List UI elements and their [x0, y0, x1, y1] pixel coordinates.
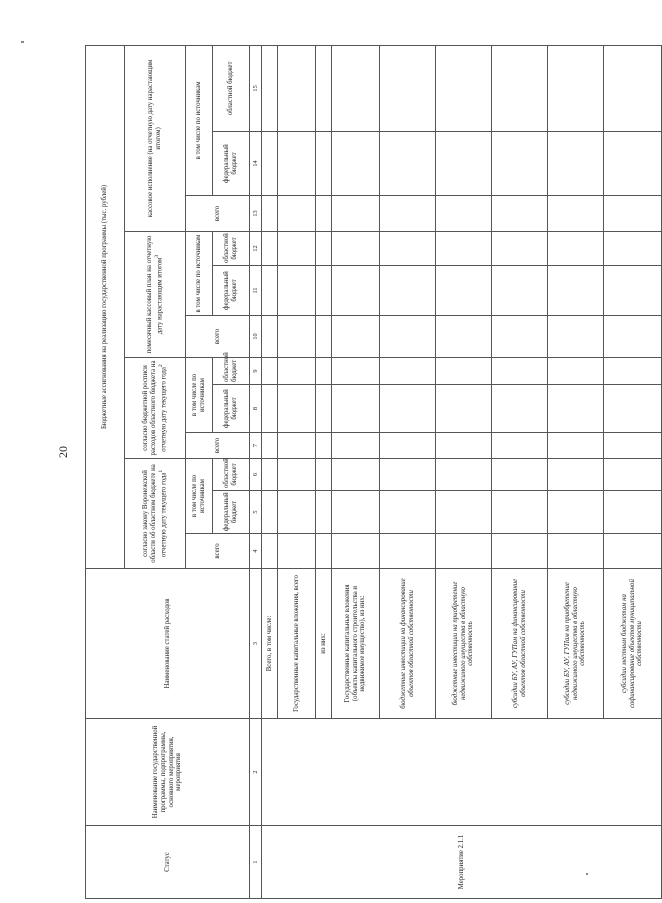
value-cell: [278, 132, 316, 196]
table-row: [262, 45, 278, 898]
header-program-name: Наименование государственной программы, подпрограммы, основного мероприятия, мероприятия: [86, 719, 250, 826]
value-cell: [436, 232, 492, 266]
header-federal: федеральный бюджет: [213, 385, 250, 433]
program-name-cell: [262, 719, 662, 826]
column-number: 13: [250, 196, 262, 232]
value-cell: [380, 232, 436, 266]
status-cell: Мероприятие 2.1.1: [262, 826, 662, 899]
value-cell: [604, 232, 662, 266]
expense-item-label: бюджетные инвестиции на приобретение недвижимого имущества в областную собственность: [436, 569, 492, 719]
value-cell: [604, 433, 662, 459]
value-cell: [380, 459, 436, 491]
value-cell: [278, 358, 316, 385]
value-cell: [436, 196, 492, 232]
value-cell: [278, 534, 316, 569]
value-cell: [262, 45, 278, 131]
value-cell: [278, 232, 316, 266]
group-label: помесячный кассовый план на отчетную дату нарастающим итогом: [146, 235, 164, 354]
value-cell: [604, 385, 662, 433]
column-number: 5: [250, 491, 262, 534]
value-cell: [492, 196, 548, 232]
value-cell: [332, 433, 380, 459]
header-federal: федеральный бюджет: [213, 132, 250, 196]
value-cell: [262, 491, 278, 534]
value-cell: [332, 45, 380, 131]
value-cell: [316, 534, 332, 569]
value-cell: [380, 196, 436, 232]
value-cell: [316, 385, 332, 433]
column-number: 12: [250, 232, 262, 266]
header-total: всего: [186, 534, 250, 569]
value-cell: [380, 534, 436, 569]
value-cell: [332, 266, 380, 316]
value-cell: [316, 459, 332, 491]
header-sources: в том числе по источникам: [186, 232, 213, 316]
value-cell: [436, 266, 492, 316]
value-cell: [332, 232, 380, 266]
value-cell: [604, 132, 662, 196]
value-cell: [278, 385, 316, 433]
rotated-table-frame: [85, 46, 645, 899]
value-cell: [262, 534, 278, 569]
value-cell: [316, 358, 332, 385]
header-sources: в том числе по источникам: [186, 358, 213, 433]
value-cell: [316, 316, 332, 358]
value-cell: [548, 433, 604, 459]
value-cell: [604, 491, 662, 534]
column-number: 10: [250, 316, 262, 358]
budget-table: [85, 45, 662, 899]
value-cell: [316, 232, 332, 266]
header-budget-title: Бюджетные ассигнования на реализацию государственной программы (тыс. рублей): [86, 45, 125, 568]
value-cell: [436, 491, 492, 534]
value-cell: [278, 316, 316, 358]
value-cell: [262, 232, 278, 266]
column-number: 14: [250, 132, 262, 196]
column-number: 4: [250, 534, 262, 569]
value-cell: [278, 45, 316, 131]
value-cell: [436, 132, 492, 196]
header-regional: областной бюджет: [213, 358, 250, 385]
header-sources: в том числе по источникам: [186, 459, 213, 534]
expense-item-label: субсидии местным бюджетам на софинансирование объектов муниципальной собственности: [604, 569, 662, 719]
column-number: 9: [250, 358, 262, 385]
value-cell: [548, 196, 604, 232]
header-group-schedule: [125, 358, 186, 459]
expense-item-label: Государственные капитальные вложения (объекты капитального строительства и недвижимое имущество), из них:: [332, 569, 380, 719]
value-cell: [380, 45, 436, 131]
footnote-mark: 1: [157, 469, 164, 473]
column-number: 11: [250, 266, 262, 316]
header-group-cash-plan: [125, 232, 186, 358]
value-cell: [316, 266, 332, 316]
scan-speck: [21, 41, 24, 43]
header-expense-item: Наименование статей расходов: [86, 569, 250, 719]
value-cell: [436, 534, 492, 569]
value-cell: [380, 358, 436, 385]
value-cell: [278, 459, 316, 491]
value-cell: [332, 316, 380, 358]
header-regional: областной бюджет: [213, 459, 250, 491]
value-cell: [604, 534, 662, 569]
value-cell: [332, 534, 380, 569]
expense-item-label: Государственные капитальные вложения, всего: [278, 569, 316, 719]
header-group-execution: [125, 45, 186, 231]
value-cell: [548, 266, 604, 316]
value-cell: [436, 45, 492, 131]
column-number: 7: [250, 433, 262, 459]
value-cell: [436, 385, 492, 433]
page-number: 20: [56, 446, 70, 458]
value-cell: [492, 433, 548, 459]
group-label: кассовое исполнение (на отчетную дату нарастающим итогом): [147, 59, 162, 218]
value-cell: [316, 196, 332, 232]
value-cell: [548, 534, 604, 569]
value-cell: [548, 45, 604, 131]
value-cell: [436, 433, 492, 459]
value-cell: [316, 132, 332, 196]
header-total: всего: [186, 316, 250, 358]
column-number: 8: [250, 385, 262, 433]
value-cell: [492, 266, 548, 316]
value-cell: [492, 491, 548, 534]
header-sources: в том числе по источникам: [186, 45, 213, 195]
value-cell: [548, 491, 604, 534]
value-cell: [380, 491, 436, 534]
value-cell: [262, 196, 278, 232]
value-cell: [492, 459, 548, 491]
value-cell: [492, 45, 548, 131]
value-cell: [548, 459, 604, 491]
column-number-row: [250, 45, 262, 898]
value-cell: [492, 534, 548, 569]
value-cell: [548, 132, 604, 196]
header-federal: федеральный бюджет: [213, 266, 250, 316]
value-cell: [604, 459, 662, 491]
value-cell: [492, 358, 548, 385]
value-cell: [436, 358, 492, 385]
value-cell: [436, 459, 492, 491]
value-cell: [262, 132, 278, 196]
value-cell: [278, 196, 316, 232]
value-cell: [262, 459, 278, 491]
column-number: 3: [250, 569, 262, 719]
expense-item-label: из них:: [316, 569, 332, 719]
value-cell: [316, 45, 332, 131]
column-number: 15: [250, 45, 262, 131]
header-federal: федеральный бюджет: [213, 491, 250, 534]
value-cell: [492, 385, 548, 433]
value-cell: [548, 232, 604, 266]
expense-item-label: бюджетные инвестиции на финансирование объектов областной собственности: [380, 569, 436, 719]
column-number: 1: [250, 826, 262, 899]
header-regional: областной бюджет: [213, 45, 250, 131]
column-number: 6: [250, 459, 262, 491]
header-total: всего: [186, 196, 250, 232]
header-total: всего: [186, 433, 250, 459]
rotated-table-content: [85, 46, 645, 899]
value-cell: [316, 491, 332, 534]
value-cell: [604, 45, 662, 131]
value-cell: [316, 433, 332, 459]
group-label: согласно бюджетной росписи расходов областного бюджета на отчетную дату текущего года: [142, 360, 168, 456]
value-cell: [278, 266, 316, 316]
header-status: Статус: [86, 826, 250, 899]
value-cell: [548, 358, 604, 385]
value-cell: [262, 316, 278, 358]
value-cell: [380, 385, 436, 433]
value-cell: [604, 266, 662, 316]
value-cell: [492, 316, 548, 358]
value-cell: [278, 433, 316, 459]
header-regional: областной бюджет: [213, 232, 250, 266]
value-cell: [380, 316, 436, 358]
value-cell: [332, 358, 380, 385]
group-label: согласно закону Воронежской области об областном бюджете на отчетную дату текущего года: [142, 464, 168, 563]
value-cell: [332, 491, 380, 534]
column-number: 2: [250, 719, 262, 826]
expense-item-label: Всего, в том числе:: [262, 569, 278, 719]
header-group-law: [125, 459, 186, 569]
value-cell: [262, 385, 278, 433]
value-cell: [380, 266, 436, 316]
footnote-mark: 3: [153, 254, 160, 258]
value-cell: [548, 316, 604, 358]
expense-item-label: субсидии БУ, АУ, ГУПам на приобретение недвижимого имущества в областную собственность: [548, 569, 604, 719]
value-cell: [262, 433, 278, 459]
footnote-mark: 2: [157, 364, 164, 368]
value-cell: [262, 358, 278, 385]
value-cell: [492, 232, 548, 266]
value-cell: [380, 132, 436, 196]
value-cell: [380, 433, 436, 459]
value-cell: [604, 358, 662, 385]
value-cell: [262, 266, 278, 316]
expense-item-label: субсидии БУ, АУ, ГУПам на финансирование объектов областной собственности: [492, 569, 548, 719]
value-cell: [492, 132, 548, 196]
value-cell: [332, 459, 380, 491]
value-cell: [332, 385, 380, 433]
value-cell: [604, 196, 662, 232]
value-cell: [332, 196, 380, 232]
value-cell: [604, 316, 662, 358]
value-cell: [332, 132, 380, 196]
value-cell: [278, 491, 316, 534]
value-cell: [548, 385, 604, 433]
value-cell: [436, 316, 492, 358]
